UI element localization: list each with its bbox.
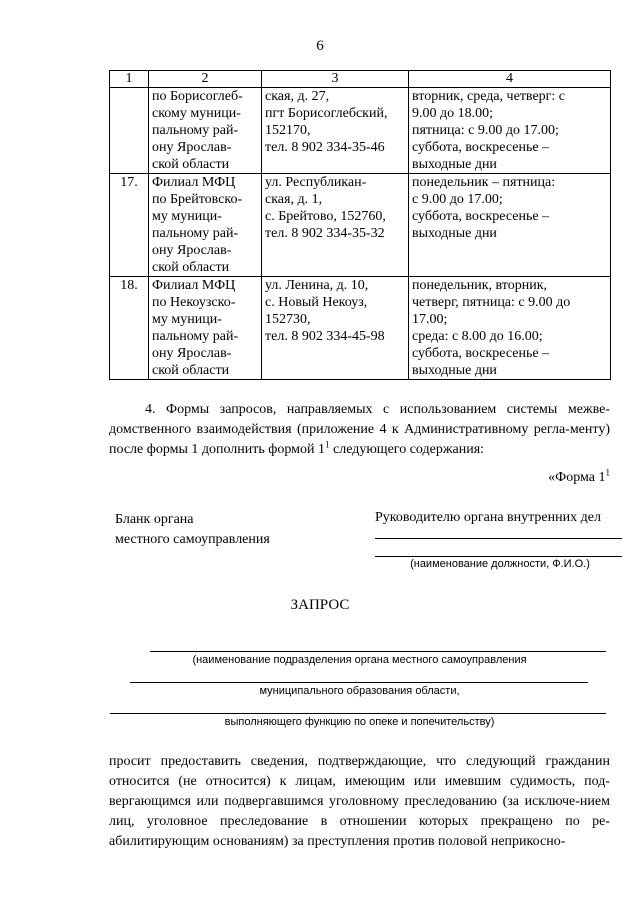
header-cell-1: 1 [110, 71, 149, 88]
amendment-text: 4. Формы запросов, направляемых с использованием системы межве-домственного взаимодействия (приложение 4 к Административному регла-менту) после формы 1 дополнить формой 1 [109, 402, 610, 457]
fill-caption-2: муниципального образования области, [259, 685, 460, 697]
request-paragraph: просит предоставить сведения, подтверждающие, что следующий гражданин относится (не относится) к лицам, имеющим или имевшим судимость, под-вергающимся или подвергавшимся уголовному преследованию (за исключе-нием лиц, уголовное преследование в отношении которых прекращено по ре-абилитирующим основаниям) за преступления против половой неприкосно- [109, 754, 610, 849]
table-header-row [110, 71, 611, 88]
fill-line-3 [110, 713, 606, 714]
amendment-paragraph [109, 400, 610, 460]
fill-caption-3: выполняющего функцию по опеке и попечительству) [224, 716, 495, 728]
branch-name: по Борисоглеб- скому муници- пальному рай- ону Ярослав- ской области [149, 88, 262, 174]
fill-line-1 [150, 651, 606, 652]
branch-address: ская, д. 27, пгт Борисоглебский, 152170, тел. 8 902 334-35-46 [262, 88, 409, 174]
header-cell-3: 3 [262, 71, 409, 88]
recipient-caption: (наименование должности, Ф.И.О.) [410, 558, 590, 570]
row-number [110, 88, 149, 174]
fill-line-2 [130, 682, 588, 683]
document-title: ЗАПРОС [290, 597, 350, 613]
branch-hours: вторник, среда, четверг: с 9.00 до 18.00; пятница: с 9.00 до 17.00; суббота, воскресенье – выходные дни [409, 88, 611, 174]
branch-name: Филиал МФЦ по Брейтовско- му муници- пальному рай- ону Ярослав- ской области [149, 174, 262, 277]
row-number: 17. [110, 174, 149, 277]
branch-address: ул. Ленина, д. 10, с. Новый Некоуз, 152730, тел. 8 902 334-45-98 [262, 277, 409, 380]
form-label-superscript: 1 [605, 467, 610, 478]
table-row [110, 277, 611, 380]
recipient-line-1 [375, 538, 622, 539]
page-number: 6 [316, 38, 324, 54]
header-cell-4: 4 [409, 71, 611, 88]
row-number: 18. [110, 277, 149, 380]
table-row [110, 88, 611, 174]
letterhead-label: Бланк органа местного самоуправления [115, 512, 270, 547]
branch-hours: понедельник – пятница: с 9.00 до 17.00; суббота, воскресенье – выходные дни [409, 174, 611, 277]
branch-address: ул. Республикан- ская, д. 1, с. Брейтово, 152760, тел. 8 902 334-35-32 [262, 174, 409, 277]
amendment-text-end: следующего содержания: [329, 442, 485, 457]
fill-caption-1: (наименование подразделения органа местного самоуправления [192, 654, 527, 666]
recipient-line-2 [375, 556, 622, 557]
mfc-branches-table [109, 70, 611, 380]
branch-hours: понедельник, вторник, четверг, пятница: с 9.00 до 17.00; среда: с 8.00 до 16.00; суббота, воскресенье – выходные дни [409, 277, 611, 380]
table-row [110, 174, 611, 277]
superscript-index: 1 [325, 439, 330, 450]
form-label-text: «Форма 1 [548, 470, 606, 485]
branch-name: Филиал МФЦ по Некоузско- му муници- пальному рай- ону Ярослав- ской области [149, 277, 262, 380]
header-cell-2: 2 [149, 71, 262, 88]
form-label [548, 467, 610, 486]
recipient-label: Руководителю органа внутренних дел [375, 510, 601, 525]
